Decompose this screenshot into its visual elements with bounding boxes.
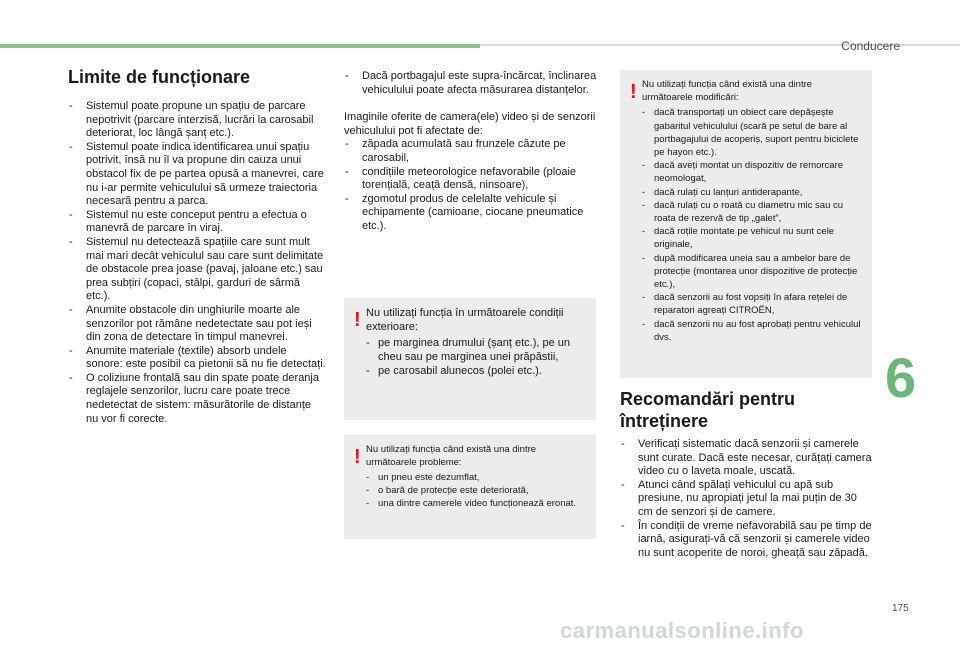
warning-list-item: - un pneu este dezumflat,: [366, 471, 588, 484]
maintenance-list: [620, 438, 872, 560]
header-accent-bar: [0, 44, 480, 48]
warning-list-item: - una dintre camerele video funcționează eronat.: [366, 497, 588, 510]
warning-list-item: - dacă transportați un obiect care depășește gabaritul vehiculului (scară pe setul de bare al portbagajului de acoperiș, suport pentru biciclete pe hayon etc.).: [642, 106, 864, 159]
warning-icon: !: [630, 81, 637, 103]
warning-box-problems: [344, 435, 596, 539]
list-item: - Sistemul nu este conceput pentru a efectua o manevră de parcare în viraj.: [68, 209, 326, 236]
list-item: - Anumite obstacole din unghiurile moarte ale senzorilor pot rămâne nedetectate sau pot ieși din zona de detectare în timpul manevrei.: [68, 304, 326, 345]
maintenance-title: Recomandări pentru întreținere: [620, 389, 796, 431]
warning-list-item: - dacă senzorii nu au fost aprobați pentru vehiculul dvs.: [642, 318, 864, 344]
warning-list: [366, 336, 588, 378]
chapter-number: 6: [885, 346, 917, 409]
list-item: - Dacă portbagajul este supra-încărcat, înclinarea vehiculului poate afecta măsurarea distanțelor.: [344, 70, 602, 97]
warning-list: [366, 471, 588, 510]
warning-list-item: - dacă roțile montate pe vehicul nu sunt cele originale,: [642, 225, 864, 251]
limits-list: [68, 100, 326, 426]
warning-list-item: - pe carosabil alunecos (polei etc.).: [366, 364, 588, 378]
warning-icon: !: [354, 309, 361, 331]
list-item: - condițiile meteorologice nefavorabile (ploaie torențială, ceață densă, ninsoare),: [344, 166, 602, 193]
warning-list-item: - dacă rulați cu lanțuri antiderapante,: [642, 186, 864, 199]
limits-column: [68, 100, 326, 426]
warning-box-exterior: [344, 298, 596, 420]
camera-column: [344, 70, 602, 234]
warning-icon: !: [354, 446, 361, 468]
list-item: - Verificați sistematic dacă senzorii și camerele sunt curate. Dacă este necesar, curățați camera video cu o laveta moale, uscată.: [620, 438, 872, 479]
list-item: - În condiții de vreme nefavorabilă sau pe timp de iarnă, asigurați-vă că senzorii și camerele video nu sunt acoperite de noroi, gheață sau zăpadă.: [620, 520, 872, 561]
warning-lead: Nu utilizați funcția când există una dintre următoarele modificări:: [642, 79, 813, 104]
list-item: - Sistemul nu detectează spațiile care sunt mult mai mari decât vehiculul sau care sunt delimitate de obstacole prea joase (pavaj, jaloane etc.) sau prea subțiri (copaci, stâlpi, garduri de sârmă etc.).: [68, 236, 326, 304]
list-item: - zăpada acumulată sau frunzele căzute pe carosabil,: [344, 138, 602, 165]
watermark: carmanualsonline.info: [560, 618, 804, 643]
warning-list-item: - dacă senzorii au fost vopsiți în afara rețelei de reparatori agreați CITROËN,: [642, 291, 864, 317]
section-label: Conducere: [841, 39, 900, 53]
camera-conditions-list: [344, 138, 602, 233]
warning-list-item: - pe marginea drumului (șanț etc.), pe un cheu sau pe marginea unei prăpăstii,: [366, 336, 588, 364]
warning-lead: Nu utilizați funcția când există una dintre următoarele probleme:: [366, 444, 537, 468]
warning-list-item: - dacă aveți montat un dispozitiv de remorcare neomologat,: [642, 159, 864, 185]
warning-box-modifications: [620, 70, 872, 378]
warning-list-item: - după modificarea uneia sau a ambelor bare de protecție (montarea unor dispozitive de protecție etc.),: [642, 252, 864, 292]
warning-list-item: - dacă rulați cu o roată cu diametru mic sau cu roata de rezervă de tip „galet”,: [642, 199, 864, 225]
maintenance-column: [620, 438, 872, 560]
page-number: 175: [892, 603, 909, 614]
list-item: - Anumite materiale (textile) absorb undele sonore: este posibil ca pietonii să nu fie detectați.: [68, 345, 326, 372]
list-item: - Sistemul poate indica identificarea unui spațiu potrivit, însă nu îl va propune din cauza unui obstacol fix de pe partea opusă a manevrei, care nu i-ar permite vehiculului să urmeze traiectoria necesară pentru a parca.: [68, 141, 326, 209]
limits-title: Limite de funcționare: [68, 67, 251, 87]
warning-lead: Nu utilizați funcția în următoarele condiții exterioare:: [366, 307, 564, 333]
camera-intro: Imaginile oferite de camera(ele) video și de senzorii vehiculului pot fi afectate de:: [344, 111, 596, 137]
list-item: - O coliziune frontală sau din spate poate deranja reglajele senzorilor, lucru care poate trece nedetectat de sistem: măsurătorile de distanțe nu vor fi corecte.: [68, 372, 326, 426]
trunk-note-list: [344, 70, 602, 97]
list-item: - zgomotul produs de celelalte vehicule și echipamente (camioane, ciocane pneumatice etc.).: [344, 193, 602, 234]
warning-list: [642, 106, 864, 344]
list-item: - Atunci când spălați vehiculul cu apă sub presiune, nu apropiați jetul la mai puțin de 30 cm de senzori și de camere.: [620, 479, 872, 520]
list-item: - Sistemul poate propune un spațiu de parcare nepotrivit (parcare interzisă, lucrări la carosabil deteriorat, loc lângă șanț etc.).: [68, 100, 326, 141]
warning-list-item: - o bară de protecție este deteriorată,: [366, 484, 588, 497]
